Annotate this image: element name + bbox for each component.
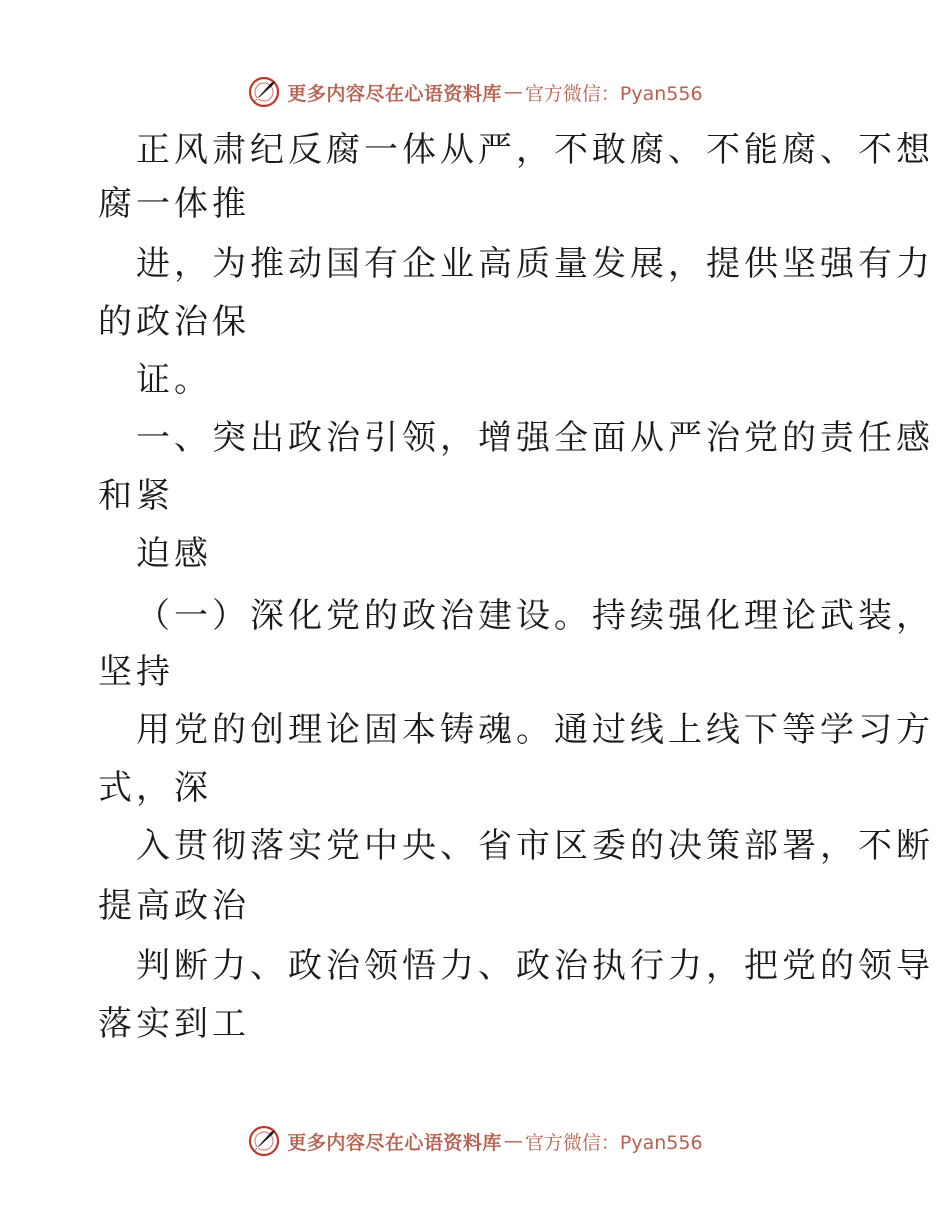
text-line: 用党的创理论固本铸魂。通过线上线下等学习方 — [136, 710, 934, 750]
quill-logo-icon — [247, 75, 281, 109]
text-line: 落实到工 — [98, 1004, 250, 1044]
text-line: 正风肃纪反腐一体从严，不敢腐、不能腐、不想 — [136, 130, 934, 170]
text-line: 进，为推动国有企业高质量发展，提供坚强有力 — [136, 244, 934, 284]
text-line: 式，深 — [98, 768, 212, 808]
footer-brand-text: 更多内容尽在心语资料库 — [287, 1131, 502, 1154]
text-line: 的政治保 — [98, 302, 250, 342]
header-separator: — — [503, 81, 523, 103]
footer-wechat-text: 官方微信：Pyan556 — [524, 1131, 703, 1154]
header-banner — [0, 72, 950, 112]
text-line: （一）深化党的政治建设。持续强化理论武装， — [136, 596, 934, 636]
text-line: 证。 — [136, 360, 212, 400]
header-wechat-text: 官方微信：Pyan556 — [524, 82, 703, 105]
text-line: 入贯彻落实党中央、省市区委的决策部署，不断 — [136, 826, 934, 866]
quill-logo-icon — [247, 1124, 281, 1158]
text-line: 一、突出政治引领，增强全面从严治党的责任感 — [136, 418, 934, 458]
text-line: 提高政治 — [98, 886, 250, 926]
text-line: 迫感 — [136, 534, 212, 574]
text-line: 和紧 — [98, 476, 174, 516]
footer-separator: — — [503, 1130, 523, 1152]
text-line: 判断力、政治领悟力、政治执行力，把党的领导 — [136, 946, 934, 986]
text-line: 腐一体推 — [98, 184, 250, 224]
text-line: 坚持 — [98, 652, 174, 692]
header-brand-text: 更多内容尽在心语资料库 — [287, 82, 502, 105]
footer-banner — [0, 1121, 950, 1161]
